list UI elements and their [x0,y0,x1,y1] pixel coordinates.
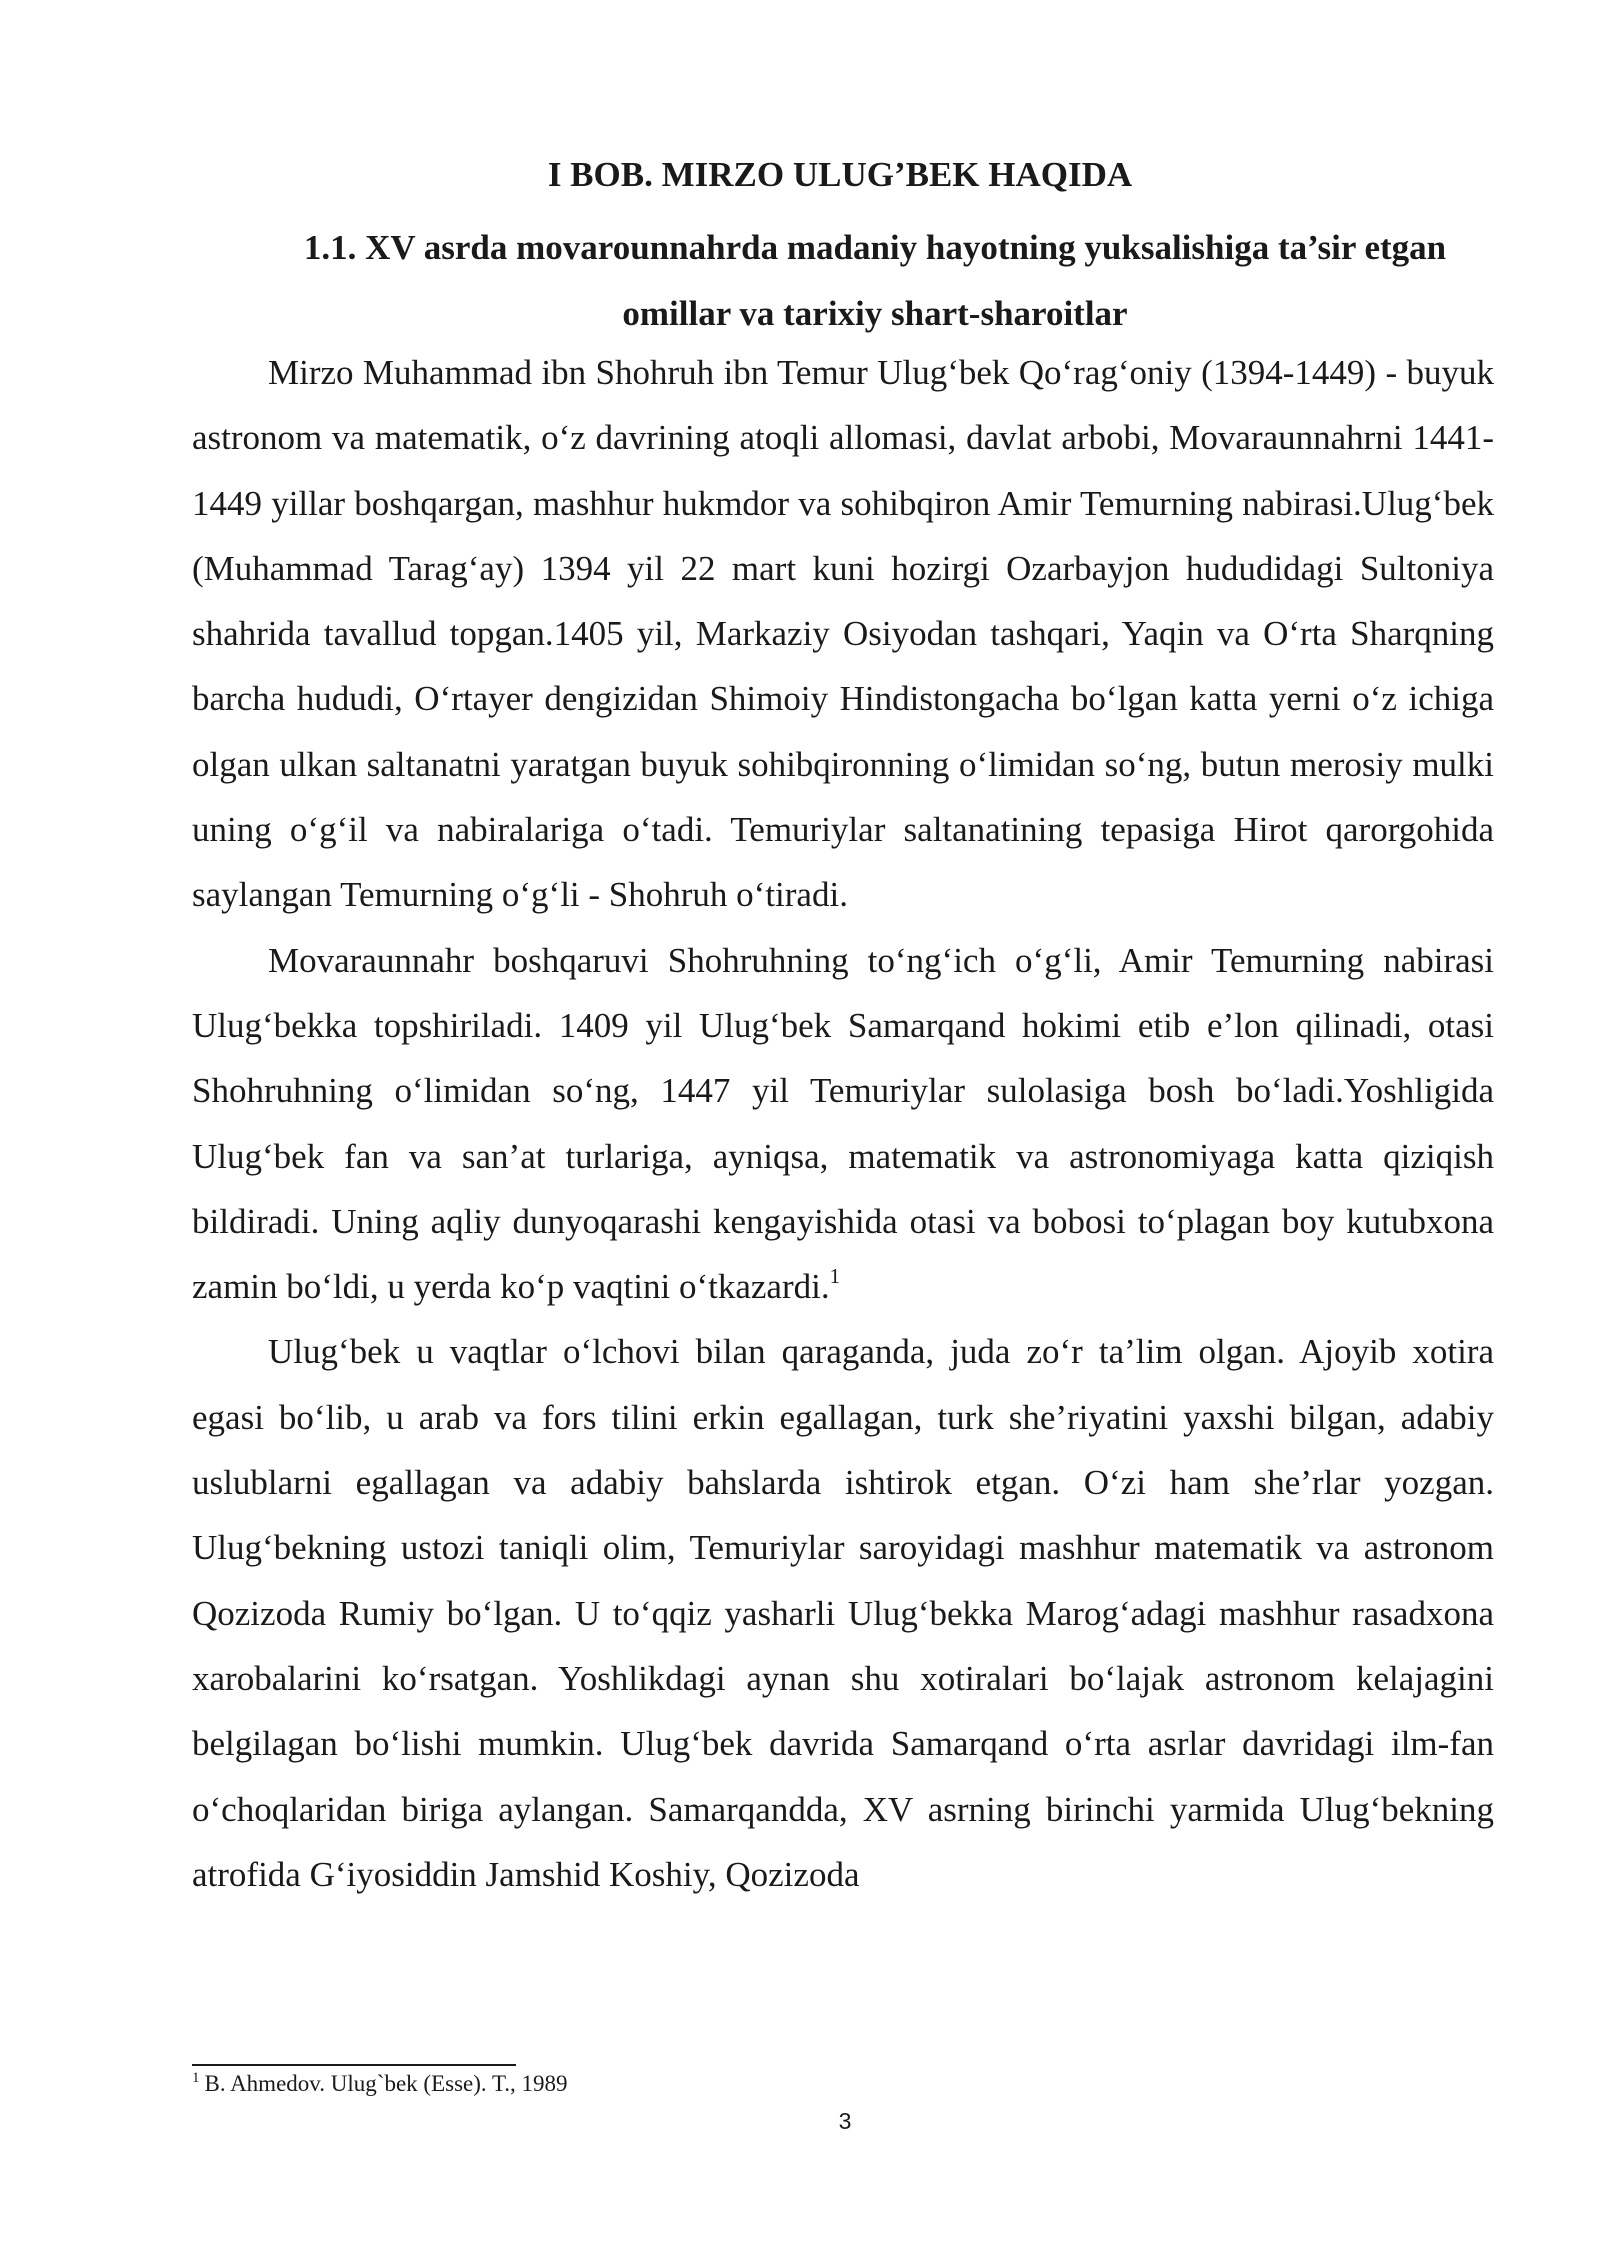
paragraph-3-text: Ulugʻbek u vaqtlar oʻlchovi bilan qaraganda, juda zoʻr ta’lim olgan. Ajoyib xotira egasi boʻlib, u arab va fors tilini erkin egallagan, turk she’riyatini yaxshi bilgan, adabiy uslublarni egallagan va adabiy bahslarda ishtirok etgan. Oʻzi ham she’rlar yozgan. Ulugʻbekning ustozi taniqli olim, Temuriylar saroyidagi mashhur matematik va astronom Qozizoda Rumiy boʻlgan. U toʻqqiz yasharli Ulugʻbekka Marogʻadagi mashhur rasadxona xarobalarini koʻrsatgan. Yoshlikdagi aynan shu xotiralari boʻlajak astronom kelajagini belgilagan boʻlishi mumkin. Ulugʻbek davrida Samarqand oʻrta asrlar davridagi ilm-fan oʻchoqlaridan biriga aylangan. Samarqandda, XV asrning birinchi yarmida Ulugʻbekning atrofida Gʻiyosiddin Jamshid Koshiy, Qozizoda [192,1332,1494,1894]
chapter-title: I BOB. MIRZO ULUG’BEK HAQIDA [547,155,1133,194]
section-title: 1.1. XV asrda movarounnahrda madaniy hayotning yuksalishiga ta’sir etgan omillar va tarixiy shart-sharoitlar [303,228,1447,333]
paragraph-2 [192,928,1494,1320]
body-text [192,340,1494,1907]
footnote [192,2068,568,2100]
footnote-number: 1 [192,2070,200,2086]
page-number: 3 [838,2108,852,2134]
footnote-separator [192,2064,516,2066]
paragraph-1 [192,340,1494,928]
paragraph-2-text: Movaraunnahr boshqaruvi Shohruhning toʻngʻich oʻgʻli, Amir Temurning nabirasi Ulugʻbekka topshiriladi. 1409 yil Ulugʻbek Samarqand hokimi etib e’lon qilinadi, otasi Shohruhning oʻlimidan soʻng, 1447 yil Temuriylar sulolasiga bosh boʻladi.Yoshligida Ulugʻbek fan va san’at turlariga, ayniqsa, matematik va astronomiyaga katta qiziqish bildiradi. Uning aqliy dunyoqarashi kengayishida otasi va bobosi toʻplagan boy kutubxona zamin boʻldi, u yerda koʻp vaqtini oʻtkazardi. [192,940,1494,1307]
footnote-reference[interactable]: 1 [829,1264,841,1289]
paragraph-1-text: Mirzo Muhammad ibn Shohruh ibn Temur Ulugʻbek Qoʻragʻoniy (1394-1449) - buyuk astronom va matematik, oʻz davrining atoqli allomasi, davlat arbobi, Movaraunnahrni 1441-1449 yillar boshqargan, mashhur hukmdor va sohibqiron Amir Temurning nabirasi.Ulugʻbek (Muhammad Taragʻay) 1394 yil 22 mart kuni hozirgi Ozarbayjon hududidagi Sultoniya shahrida tavallud topgan.1405 yil, Markaziy Osiyodan tashqari, Yaqin va Oʻrta Sharqning barcha hududi, Oʻrtayer dengizidan Shimoiy Hindistongacha boʻlgan katta yerni oʻz ichiga olgan ulkan saltanatni yaratgan buyuk sohibqironning oʻlimidan soʻng, butun merosiy mulki uning oʻgʻil va nabiralariga oʻtadi. Temuriylar saltanatining tepasiga Hirot qarorgohida saylangan Temurning oʻgʻli - Shohruh oʻtiradi. [192,353,1494,915]
paragraph-3 [192,1319,1494,1907]
footnote-text: B. Ahmedov. Ulug`bek (Esse). T., 1989 [204,2071,568,2096]
